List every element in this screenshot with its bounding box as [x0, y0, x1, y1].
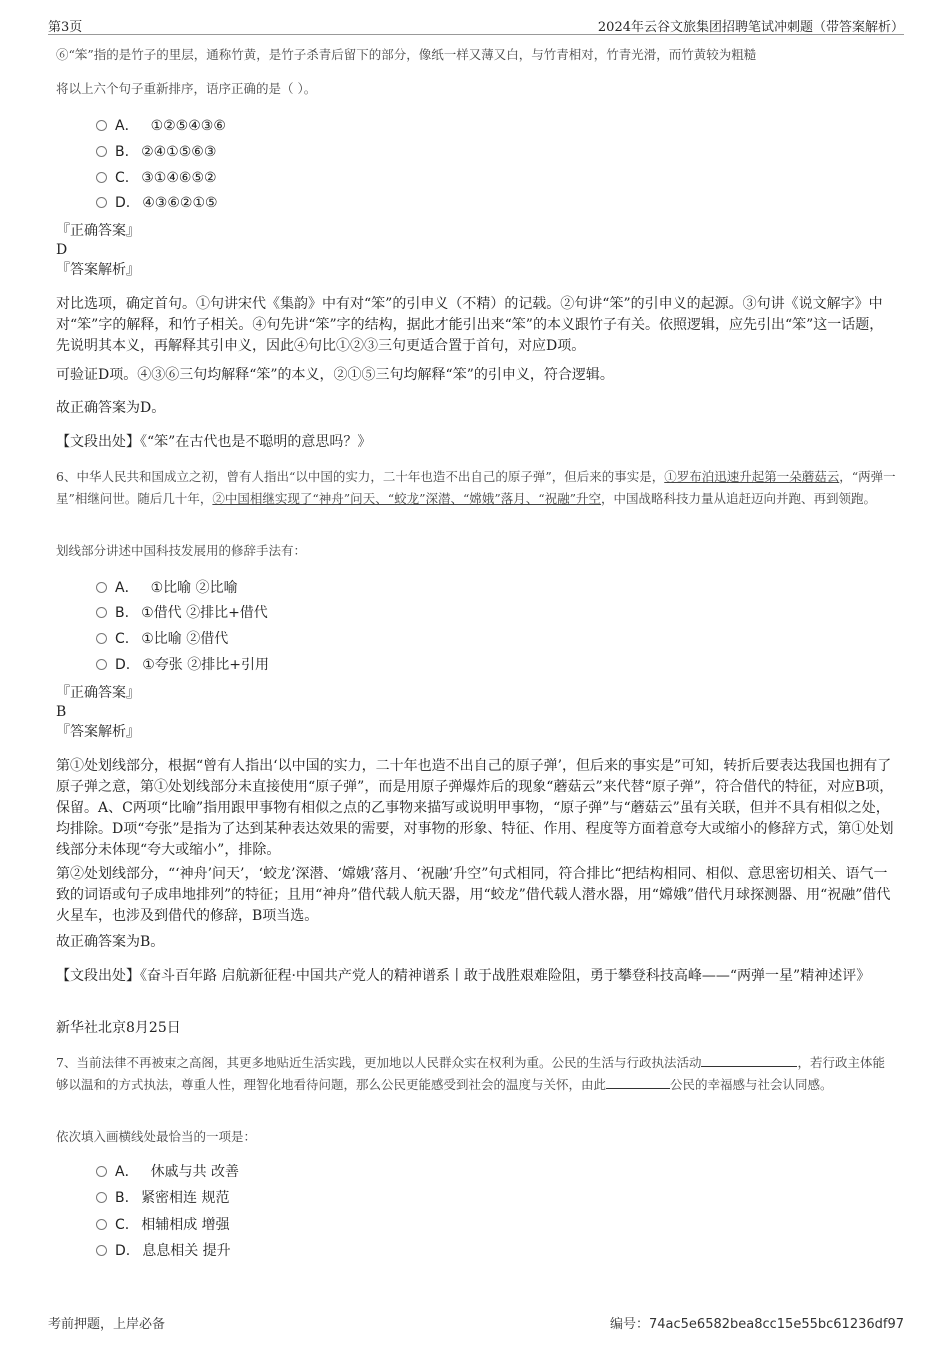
document-id: 编号：74ac5e6582bea8cc15e55bc61236df97 [610, 1317, 904, 1332]
q6-analysis-2: 第②处划线部分，“‘神舟’问天’，‘蛟龙’深潜、‘嫦娥’落月、‘祝融’升空”句式相同，符合排比“把结构相同、相似、意思密切相关、语气一致的词语或句子成串地排列”的特征；且用“神舟”借代载人航天器，用“蛟龙”借代载人潜水器，用“嫦娥”借代月球探测器、用“祝融”借代火星车，也涉及到借代的修辞，B项当选。 [56, 866, 891, 924]
radio-icon[interactable] [96, 607, 107, 618]
radio-icon[interactable] [96, 582, 107, 593]
q6-source-date: 新华社北京8月25日 [56, 1020, 181, 1036]
q5-answer: D [56, 242, 68, 258]
page-header [48, 14, 904, 35]
radio-icon[interactable] [96, 1192, 107, 1203]
q5-answer-label: 『正确答案』 [56, 223, 140, 239]
q7-prompt: 依次填入画横线处最恰当的一项是： [56, 1129, 257, 1144]
radio-icon[interactable] [96, 120, 107, 131]
q5-sentence-6: ⑥“笨”指的是竹子的里层，通称竹黄，是竹子杀青后留下的部分，像纸一样又薄又白，与竹青相对，竹青光滑，而竹黄较为粗糙 [56, 47, 757, 62]
q6-source: 【文段出处】《奋斗百年路 启航新征程·中国共产党人的精神谱系丨敢于战胜艰难险阻，勇于攀登科技高峰——“两弹一星”精神述评》 [56, 968, 871, 984]
q6-prompt: 划线部分讲述中国科技发展用的修辞手法有： [56, 543, 307, 558]
radio-icon[interactable] [96, 1245, 107, 1256]
q5-analysis-1: 对比选项，确定首句。①句讲宋代《集韵》中有对“笨”的引申义（不精）的记载。②句讲“笨”的引申义的起源。③句讲《说文解字》中对“笨”字的解释，和竹子相关。④句先讲“笨”字的结构，据此才能引出来“笨”的本义跟竹子有关。依照逻辑，应先引出“笨”这一话题，先说明其本义，再解释其引申义，因此④句比①②③三句更适合置于首句，对应D项。 [56, 296, 884, 354]
q6-answer: B [56, 704, 67, 720]
radio-icon[interactable] [96, 659, 107, 670]
radio-icon[interactable] [96, 633, 107, 644]
page-number: 第3页 [48, 20, 83, 35]
q5-analysis-2: 可验证D项。④③⑥三句均解释“笨”的本义，②①⑤三句均解释“笨”的引申义，符合逻辑。 [56, 367, 614, 383]
q6-underline-2: ②中国相继实现了“神舟”问天、“蛟龙”深潜、“嫦娥”落月、“祝融”升空 [212, 491, 602, 506]
radio-icon[interactable] [96, 146, 107, 157]
q6-analysis-3: 故正确答案为B。 [56, 934, 165, 950]
q7-option-a[interactable]: A． 休戚与共 改善 [96, 1162, 239, 1182]
q7-stem: 7、当前法律不再被束之高阁，其更多地贴近生活实践，更加地以人民群众实在权利为重。公民的生活与行政执法活动 ，若行政主体能够以温和的方式执法，尊重人性，理智化地看待问题，那么公民更能感受到社会的温度与关怀，由此 公民的幸福感与社会认同感。 [56, 1055, 885, 1092]
radio-icon[interactable] [96, 197, 107, 208]
q5-analysis-label: 『答案解析』 [56, 262, 140, 278]
q6-underline-1: ①罗布泊迅速升起第一朵蘑菇云 [664, 469, 840, 484]
q6-analysis-label: 『答案解析』 [56, 724, 140, 740]
q6-analysis-1: 第①处划线部分，根据“曾有人指出‘以中国的实力，二十年也造不出自己的原子弹’，但后来的事实是”可知，转折后要表达我国也拥有了原子弹之意，第①处划线部分未直接使用“原子弹”，而是用原子弹爆炸后的现象“蘑菇云”来代替“原子弹”，符合借代的特征，对应B项，保留。A、C两项“比喻”指用跟甲事物有相似之点的乙事物来描写或说明甲事物，“原子弹”与“蘑菇云”虽有关联，但并不具有相似之处，均排除。D项“夸张”是指为了达到某种表达效果的需要，对事物的形象、特征、作用、程度等方面着意夸大或缩小的修辞方式，第①处划线部分未体现“夸大或缩小”，排除。 [56, 758, 894, 858]
q6-option-b[interactable]: B. ①借代 ②排比+借代 [96, 603, 268, 623]
q5-prompt: 将以上六个句子重新排序，语序正确的是（ ）。 [56, 81, 317, 96]
blank-2[interactable] [606, 1076, 670, 1089]
q5-analysis-3: 故正确答案为D。 [56, 400, 166, 416]
q5-option-d[interactable]: D. ④③⑥②①⑤ [96, 193, 218, 213]
radio-icon[interactable] [96, 1219, 107, 1230]
q5-option-b[interactable]: B. ②④①⑤⑥③ [96, 142, 216, 162]
q6-answer-label: 『正确答案』 [56, 685, 140, 701]
footer-slogan: 考前押题，上岸必备 [48, 1317, 166, 1332]
q7-option-c[interactable]: C. 相辅相成 增强 [96, 1215, 230, 1235]
q6-stem: 6、中华人民共和国成立之初，曾有人指出“以中国的实力，二十年也造不出自己的原子弹”，但后来的事实是，①罗布泊迅速升起第一朵蘑菇云，“两弹一星”相继问世。随后几十年，②中国相继实现了“神舟”问天、“蛟龙”深潜、“嫦娥”落月、“祝融”升空，中国战略科技力量从追赶迈向并跑、再到领跑。 [56, 469, 896, 506]
q5-option-c[interactable]: C. ③①④⑥⑤② [96, 168, 217, 188]
q5-source: 【文段出处】《“笨”在古代也是不聪明的意思吗？》 [56, 434, 372, 450]
document-title: 2024年云谷文旅集团招聘笔试冲刺题（带答案解析） [597, 20, 904, 35]
blank-1[interactable] [701, 1054, 797, 1067]
q6-option-c[interactable]: C. ①比喻 ②借代 [96, 629, 228, 649]
q5-option-a[interactable]: A． ①②⑤④③⑥ [96, 116, 226, 136]
q6-option-d[interactable]: D. ①夸张 ②排比+引用 [96, 655, 269, 675]
q7-option-b[interactable]: B. 紧密相连 规范 [96, 1188, 230, 1208]
radio-icon[interactable] [96, 1166, 107, 1177]
q7-option-d[interactable]: D. 息息相关 提升 [96, 1241, 231, 1261]
radio-icon[interactable] [96, 172, 107, 183]
q6-option-a[interactable]: A． ①比喻 ②比喻 [96, 578, 238, 598]
